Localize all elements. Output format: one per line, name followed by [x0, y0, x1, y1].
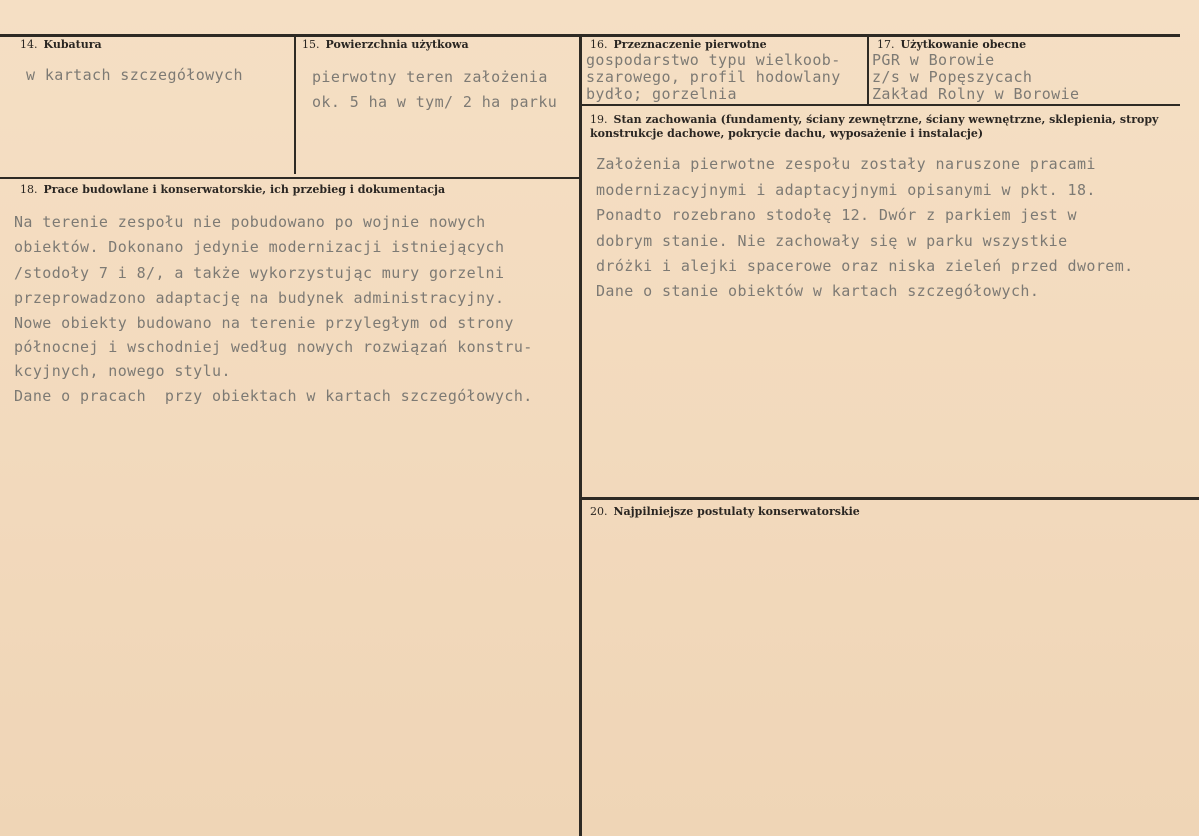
field-16-number: 16. — [590, 38, 608, 51]
field-19-line: dróżki i alejki spacerowe oraz niska zieleń przed dworem. — [596, 257, 1134, 275]
field-20-number: 20. — [590, 505, 608, 518]
field-17-label — [877, 38, 1026, 52]
field-15-title: Powierzchnia użytkowa — [325, 38, 469, 51]
field-17-line: Zakład Rolny w Borowie — [872, 85, 1080, 103]
field-19-title: Stan zachowania (fundamenty, ściany zewnętrzne, ściany wewnętrzne, sklepienia, stropy konstrukcje dachowe, pokrycie dachu, wyposażenie i instalacje) — [590, 113, 1159, 140]
field-19-label — [590, 113, 1170, 141]
field-18-line: północnej i wschodniej według nowych rozwiązań konstru- — [14, 338, 533, 356]
field-17-number: 17. — [877, 38, 895, 51]
top-rule — [0, 34, 1180, 37]
field-15-number: 15. — [302, 38, 320, 51]
field-14-number: 14. — [20, 38, 38, 51]
field-18-line: Dane o pracach przy obiektach w kartach szczegółowych. — [14, 387, 533, 405]
field-19-line: Ponadto rozebrano stodołę 12. Dwór z parkiem jest w — [596, 206, 1077, 224]
field-19-line: Dane o stanie obiektów w kartach szczegółowych. — [596, 282, 1040, 300]
field-19-number: 19. — [590, 113, 608, 126]
field-16-title: Przeznaczenie pierwotne — [613, 38, 767, 51]
rule-above-18 — [0, 177, 581, 179]
field-20-title: Najpilniejsze postulaty konserwatorskie — [613, 505, 860, 518]
field-16-line: bydło; gorzelnia — [586, 85, 737, 103]
field-17-line: PGR w Borowie — [872, 51, 995, 69]
field-18-title: Prace budowlane i konserwatorskie, ich przebieg i dokumentacja — [43, 183, 446, 196]
divider-14-15 — [294, 36, 296, 174]
rule-above-20 — [581, 497, 1199, 500]
field-14-title: Kubatura — [43, 38, 102, 51]
rule-above-19 — [581, 104, 1180, 106]
field-18-line: obiektów. Dokonano jedynie modernizacji istniejących — [14, 238, 505, 256]
divider-16-17 — [867, 36, 869, 105]
field-15-line: ok. 5 ha w tym/ 2 ha parku — [312, 93, 558, 111]
field-19-line: modernizacyjnymi i adaptacyjnymi opisanymi w pkt. 18. — [596, 181, 1096, 199]
field-18-line: /stodoły 7 i 8/, a także wykorzystując mury gorzelni — [14, 264, 505, 282]
field-14-label — [20, 38, 102, 52]
field-20-label — [590, 505, 860, 519]
field-16-label — [590, 38, 767, 52]
field-17-title: Użytkowanie obecne — [900, 38, 1027, 51]
field-16-line: gospodarstwo typu wielkoob- — [586, 51, 841, 69]
field-17-line: z/s w Popęszycach — [872, 68, 1033, 86]
field-18-line: przeprowadzono adaptację na budynek administracyjny. — [14, 289, 505, 307]
field-18-number: 18. — [20, 183, 38, 196]
field-15-label — [302, 38, 469, 52]
field-14-line: w kartach szczegółowych — [26, 66, 243, 84]
field-15-line: pierwotny teren założenia — [312, 68, 548, 86]
divider-left-right — [579, 36, 582, 836]
field-19-line: Założenia pierwotne zespołu zostały naruszone pracami — [596, 155, 1096, 173]
field-19-line: dobrym stanie. Nie zachowały się w parku wszystkie — [596, 232, 1068, 250]
field-18-label — [20, 183, 445, 197]
field-18-line: Na terenie zespołu nie pobudowano po wojnie nowych — [14, 213, 486, 231]
field-16-line: szarowego, profil hodowlany — [586, 68, 841, 86]
field-18-line: Nowe obiekty budowano na terenie przyległym od strony — [14, 314, 514, 332]
field-18-line: kcyjnych, nowego stylu. — [14, 362, 231, 380]
